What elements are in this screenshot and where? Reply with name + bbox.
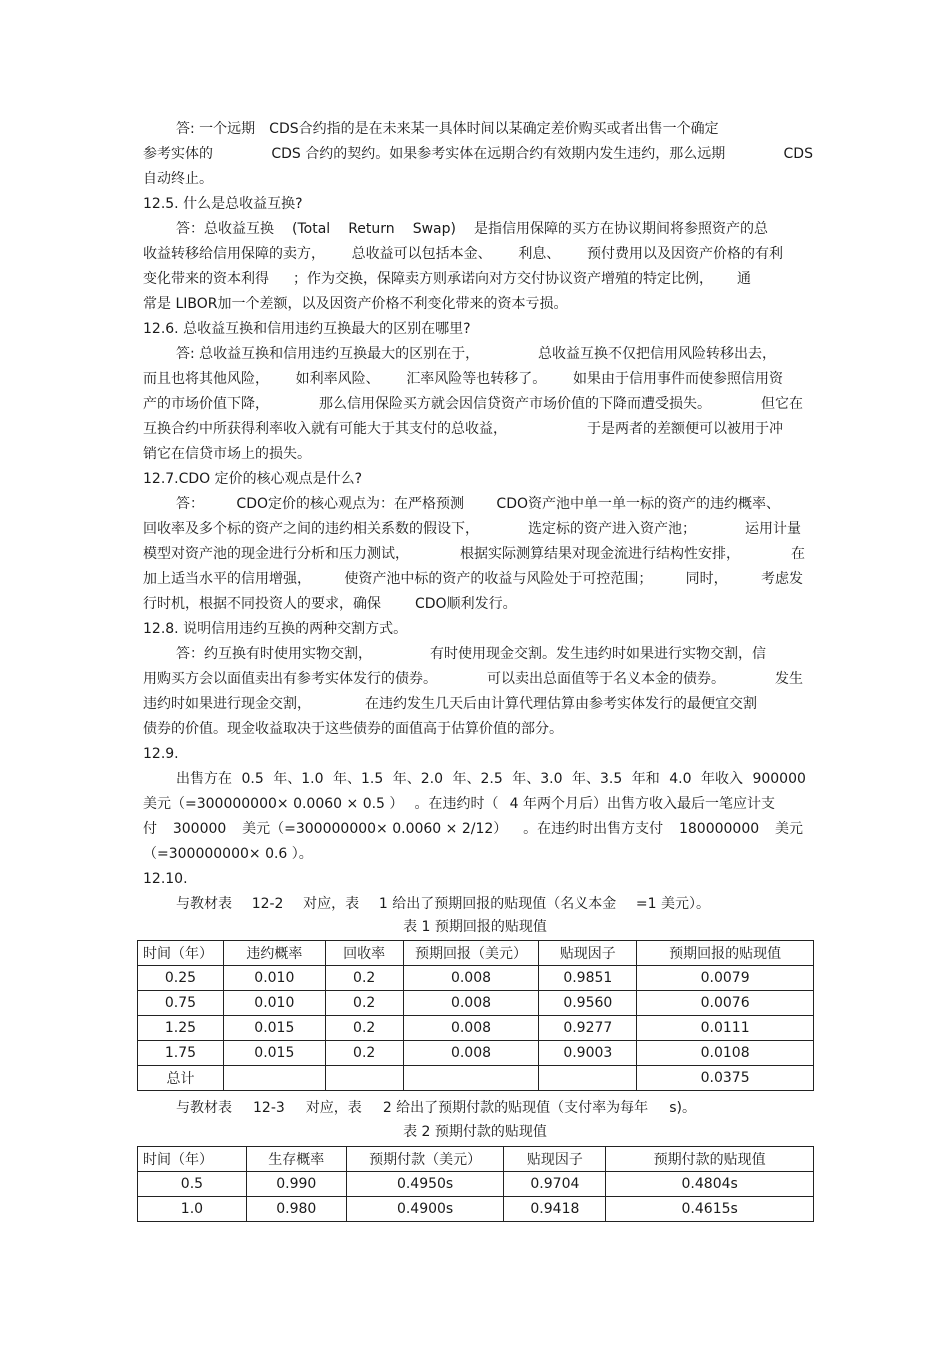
text-run: 收益转移给信用保障的卖方，: [143, 246, 325, 262]
text-run: 可以卖出总面值等于名义本金的债券。: [487, 671, 725, 687]
text-run: CDS 合约的契约。如果参考实体在远期合约有效期内发生违约，那么远期: [271, 146, 726, 162]
text-run: 12-3: [253, 1100, 285, 1116]
text-run: 年、2.0: [392, 771, 443, 787]
text-run: 使资产池中标的资产的收益与风险处于可控范围；: [344, 571, 653, 587]
header-cell: 违约概率: [223, 941, 325, 966]
question-12-10: 12.10.: [143, 871, 188, 887]
table-cell: 0.2: [325, 991, 403, 1016]
text-run: 那么信用保险买方就会因信贷资产市场价值的下降而遭受损失。: [319, 396, 711, 412]
table-row: [138, 1016, 814, 1041]
table-cell: 0.0079: [637, 966, 814, 991]
text-run: 行时机，根据不同投资人的要求，确保: [143, 596, 381, 612]
table-2-caption: 表 2 预期付款的贴现值: [403, 1124, 547, 1140]
text-run: 年和: [631, 771, 660, 787]
table-header-row: [138, 941, 814, 966]
table-cell: 0.9851: [539, 966, 637, 991]
text-run: 运用计量: [745, 521, 801, 537]
answer-12-5-line-2: [143, 245, 783, 263]
table-cell: 0.015: [223, 1016, 325, 1041]
text-run: 年收入: [700, 771, 743, 787]
text-run: 出售方在: [176, 771, 232, 787]
table-row: [138, 991, 814, 1016]
answer-12-5-line-4: 常是 LIBOR加一个差额，以及因资产价格不利变化带来的资本亏损。: [143, 296, 568, 312]
table-cell: 0.990: [246, 1172, 346, 1197]
table-cell: 0.008: [403, 1041, 539, 1066]
text-run: 但它在: [761, 396, 803, 412]
table-cell: 0.008: [403, 991, 539, 1016]
table-cell: [403, 1066, 539, 1091]
answer-12-4-line-1: [176, 120, 719, 138]
text-run: CDO资产池中单一单一标的资产的违约概率、: [496, 496, 780, 512]
answer-12-4-line-2: [143, 145, 813, 163]
text-run: 选定标的资产进入资产池；: [528, 521, 696, 537]
text-run: 总收益可以包括本金、: [351, 246, 492, 262]
text-run: 回收率及多个标的资产之间的违约相关系数的假设下，: [143, 521, 479, 537]
answer-12-4-line-3: 自动终止。: [143, 171, 213, 187]
answer-12-10-line-2: [176, 1099, 696, 1117]
table-1-expected-payoff: [137, 940, 814, 1091]
table-cell: [539, 1066, 637, 1091]
text-run: CDO顺利发行。: [415, 596, 517, 612]
answer-12-10-line-1: [176, 895, 710, 913]
text-run: 年、1.5: [332, 771, 384, 787]
table-cell: 1.75: [138, 1041, 224, 1066]
text-run: CDS: [783, 146, 813, 162]
table-cell: 0.4900s: [346, 1197, 504, 1222]
question-12-8: 12.8. 说明信用违约互换的两种交割方式。: [143, 621, 408, 637]
question-12-7: 12.7.CDO 定价的核心观点是什么?: [143, 471, 363, 487]
text-run: 年、3.0: [512, 771, 563, 787]
text-run: 考虑发: [760, 571, 803, 587]
table-1-caption: 表 1 预期回报的贴现值: [403, 919, 547, 935]
text-run: 900000: [752, 771, 806, 787]
table-cell: 0.9003: [539, 1041, 637, 1066]
text-run: 汇率风险等也转移了。: [406, 371, 547, 387]
text-run: 互换合约中所获得利率收入就有可能大于其支付的总收益，: [143, 421, 507, 437]
text-run: 4 年两个月后）出售方收入最后一笔应计支: [509, 796, 775, 812]
table-2-expected-payment: [137, 1146, 814, 1222]
table-cell: 0.9418: [504, 1197, 606, 1222]
table-cell: 总计: [138, 1066, 224, 1091]
table-cell: [223, 1066, 325, 1091]
text-run: 答: 总收益互换和信用违约互换最大的区别在于，: [176, 346, 480, 362]
text-run: 180000000: [678, 821, 760, 837]
text-run: 美元（=300000000× 0.0060 × 0.5 ）: [143, 796, 404, 812]
text-run: 2 给出了预期付款的贴现值（支付率为每年: [382, 1100, 649, 1116]
header-cell: 贴现因子: [504, 1147, 606, 1172]
text-run: 与教材表: [176, 1100, 232, 1116]
answer-12-9-line-4: （=300000000× 0.6 ）。: [143, 846, 313, 862]
text-run: 年、3.5: [571, 771, 623, 787]
table-cell: 0.25: [138, 966, 224, 991]
text-run: 。在违约时出售方支付: [523, 821, 664, 837]
text-run: 300000: [172, 821, 227, 837]
text-run: 用购买方会以面值卖出有参考实体发行的债券。: [143, 671, 437, 687]
table-row: [138, 966, 814, 991]
table-cell: 0.5: [138, 1172, 247, 1197]
text-run: 对应，表: [305, 1100, 362, 1116]
text-run: 答：: [176, 496, 204, 512]
table-cell: 0.010: [223, 966, 325, 991]
answer-12-7-line-2: [143, 520, 801, 538]
table-cell: 0.0076: [637, 991, 814, 1016]
answer-12-6-line-2: [143, 370, 783, 388]
header-cell: 生存概率: [246, 1147, 346, 1172]
text-run: s)。: [669, 1100, 696, 1116]
answer-12-7-line-4: [143, 570, 803, 588]
text-run: CDS合约指的是在未来某一具体时间以某确定差价购买或者出售一个确定: [269, 121, 719, 137]
text-run: 加上适当水平的信用增强，: [143, 571, 311, 587]
text-run: 答: 一个远期: [176, 121, 256, 137]
table-cell: 0.0111: [637, 1016, 814, 1041]
table-cell: 0.4615s: [606, 1197, 814, 1222]
table-cell: 0.015: [223, 1041, 325, 1066]
text-run: 参考实体的: [143, 146, 213, 162]
table-cell: 0.2: [325, 1041, 403, 1066]
table-cell: 0.0375: [637, 1066, 814, 1091]
table-cell: 1.0: [138, 1197, 247, 1222]
answer-12-7-line-1: [176, 495, 780, 513]
text-run: 4.0: [669, 771, 692, 787]
answer-12-8-line-2: [143, 670, 803, 688]
header-cell: 贴现因子: [539, 941, 637, 966]
table-row: [138, 1172, 814, 1197]
text-run: 是指信用保障的买方在协议期间将参照资产的总: [473, 221, 768, 237]
question-12-5: 12.5. 什么是总收益互换?: [143, 196, 303, 212]
answer-12-5-line-1: [176, 220, 768, 238]
table-header-row: [138, 1147, 814, 1172]
answer-12-7-line-3: [143, 545, 805, 563]
text-run: Swap): [412, 221, 456, 237]
question-12-9: 12.9.: [143, 746, 179, 762]
text-run: 0.5: [241, 771, 264, 787]
text-run: CDO定价的核心观点为：在严格预测: [236, 496, 464, 512]
header-cell: 预期付款（美元）: [346, 1147, 504, 1172]
text-run: 利息、: [518, 246, 561, 262]
text-run: Return: [348, 221, 395, 237]
answer-12-7-line-5: [143, 595, 517, 613]
table-cell: 0.980: [246, 1197, 346, 1222]
answer-12-9-line-2: [143, 795, 775, 813]
text-run: 1 给出了预期回报的贴现值（名义本金: [378, 896, 617, 912]
text-run: 预付费用以及因资产价格的有利: [586, 246, 783, 262]
text-run: 美元: [774, 821, 803, 837]
text-run: 年、1.0: [273, 771, 324, 787]
header-cell: 预期回报（美元）: [403, 941, 539, 966]
text-run: 发生: [775, 671, 803, 687]
table-cell: 1.25: [138, 1016, 224, 1041]
answer-12-8-line-3: [143, 695, 757, 713]
text-run: 答：总收益互换: [176, 221, 274, 237]
text-run: ；作为交换，保障卖方则承诺向对方交付协议资产增殖的特定比例，: [293, 271, 713, 287]
text-run: 违约时如果进行现金交割，: [143, 696, 311, 712]
answer-12-9-line-1: [176, 770, 806, 788]
answer-12-8-line-1: [176, 645, 766, 663]
text-run: 如果由于信用事件而使参照信用资: [572, 371, 783, 387]
header-cell: 预期回报的贴现值: [637, 941, 814, 966]
text-run: 美元（=300000000× 0.0060 × 2/12）: [242, 821, 508, 837]
table-cell: 0.0108: [637, 1041, 814, 1066]
table-cell: 0.2: [325, 966, 403, 991]
answer-12-6-line-4: [143, 420, 783, 438]
answer-12-6-line-5: 销它在信贷市场上的损失。: [143, 446, 311, 462]
table-cell: 0.4950s: [346, 1172, 504, 1197]
text-run: 答：约互换有时使用实物交割，: [176, 646, 372, 662]
table-cell: [325, 1066, 403, 1091]
text-run: 对应，表: [303, 896, 360, 912]
text-run: (Total: [292, 221, 331, 237]
text-run: 在违约发生几天后由计算代理估算由参考实体发行的最便宜交割: [365, 696, 757, 712]
text-run: 。在违约时（: [414, 796, 499, 812]
table-cell: 0.010: [223, 991, 325, 1016]
table-row: [138, 1041, 814, 1066]
answer-12-6-line-3: [143, 395, 803, 413]
text-run: 于是两者的差额便可以被用于冲: [587, 421, 783, 437]
text-run: 变化带来的资本利得: [143, 271, 269, 287]
header-cell: 时间（年）: [138, 1147, 247, 1172]
text-run: 而且也将其他风险，: [143, 371, 269, 387]
header-cell: 预期付款的贴现值: [606, 1147, 814, 1172]
table-total-row: [138, 1066, 814, 1091]
answer-12-8-line-4: 债券的价值。现金收益取决于这些债券的面值高于估算价值的部分。: [143, 721, 563, 737]
text-run: 通: [737, 271, 751, 287]
text-run: 产的市场价值下降，: [143, 396, 269, 412]
table-cell: 0.008: [403, 966, 539, 991]
table-cell: 0.9560: [539, 991, 637, 1016]
table-cell: 0.9277: [539, 1016, 637, 1041]
header-cell: 回收率: [325, 941, 403, 966]
text-run: 付: [143, 821, 157, 837]
text-run: 12-2: [251, 896, 284, 912]
table-cell: 0.75: [138, 991, 224, 1016]
table-row: [138, 1197, 814, 1222]
text-run: 如利率风险、: [295, 371, 380, 387]
text-run: 总收益互换不仅把信用风险转移出去，: [538, 346, 776, 362]
answer-12-5-line-3: [143, 270, 751, 288]
text-run: 同时，: [685, 571, 728, 587]
text-run: 根据实际测算结果对现金流进行结构性安排，: [460, 546, 740, 562]
table-cell: 0.9704: [504, 1172, 606, 1197]
text-run: 在: [791, 546, 805, 562]
text-run: 与教材表: [176, 896, 232, 912]
text-run: 有时使用现金交割。发生违约时如果进行实物交割，信: [430, 646, 766, 662]
table-cell: 0.2: [325, 1016, 403, 1041]
table-cell: 0.008: [403, 1016, 539, 1041]
text-run: =1 美元）。: [635, 896, 710, 912]
table-cell: 0.4804s: [606, 1172, 814, 1197]
answer-12-9-line-3: [143, 820, 803, 838]
text-run: 年、2.5: [452, 771, 503, 787]
header-cell: 时间（年）: [138, 941, 224, 966]
question-12-6: 12.6. 总收益互换和信用违约互换最大的区别在哪里?: [143, 321, 471, 337]
answer-12-6-line-1: [176, 345, 776, 363]
text-run: 模型对资产池的现金进行分析和压力测试，: [143, 546, 409, 562]
